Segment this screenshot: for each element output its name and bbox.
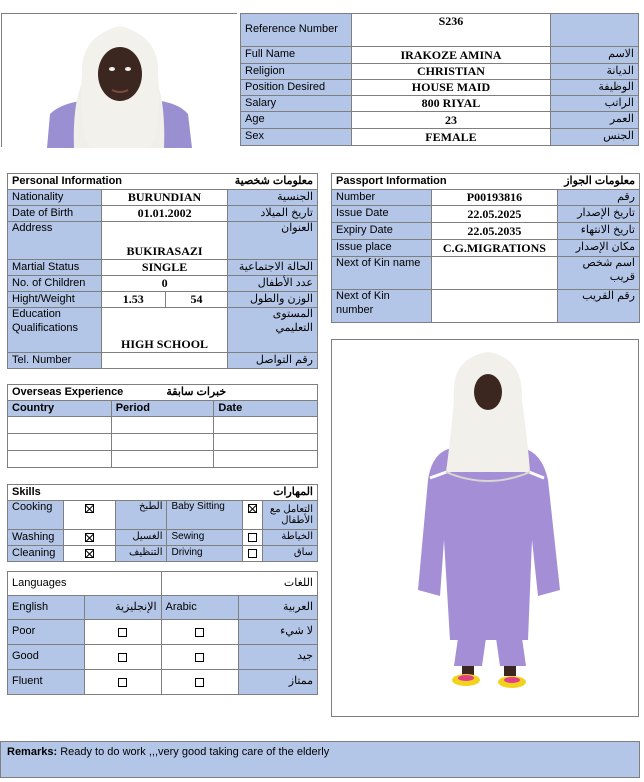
skill-washing-checkbox[interactable] — [63, 530, 115, 546]
checkbox-empty-icon — [118, 678, 127, 687]
tel-label: Tel. Number — [8, 353, 102, 369]
lang-fluent-label: Fluent — [8, 670, 85, 695]
kin-number-value — [431, 290, 558, 323]
remarks-label: Remarks: — [7, 746, 58, 758]
height-value: 1.53 — [101, 292, 165, 308]
skill-cleaning-ar: التنظيف — [115, 546, 167, 562]
english-ar: الإنجليزية — [84, 596, 161, 620]
expiry-date-ar: تاريخ الانتهاء — [558, 223, 640, 240]
sex-label: Sex — [241, 129, 352, 146]
english-label: English — [8, 596, 85, 620]
expiry-date-value: 22.05.2035 — [431, 223, 558, 240]
remarks-bar — [0, 741, 640, 778]
full-name-value: IRAKOZE AMINA — [351, 47, 550, 64]
overseas-title-ar: خبرات سابقة — [166, 385, 227, 398]
hw-ar: الوزن والطول — [228, 292, 318, 308]
skill-driving-label: Driving — [167, 546, 243, 562]
address-label: Address — [8, 222, 102, 260]
skill-sewing-ar: الخياطة — [263, 530, 318, 546]
dob-value: 01.01.2002 — [101, 206, 228, 222]
english-fluent-checkbox[interactable] — [84, 670, 161, 695]
salary-label: Salary — [241, 96, 352, 112]
languages-table — [7, 571, 318, 695]
checkbox-empty-icon — [195, 628, 204, 637]
dob-ar: تاريخ الميلاد — [228, 206, 318, 222]
lang-poor-ar: لا شيء — [239, 620, 318, 645]
lang-good-label: Good — [8, 645, 85, 670]
lang-good-ar: جيد — [239, 645, 318, 670]
skill-sewing-checkbox[interactable] — [243, 530, 263, 546]
overseas-cell — [214, 451, 318, 468]
overseas-cell — [214, 417, 318, 434]
checkbox-checked-icon — [85, 533, 94, 542]
portrait-photo-frame — [1, 13, 237, 147]
overseas-cell — [111, 451, 214, 468]
languages-title: Languages — [8, 572, 162, 596]
address-ar: العنوان — [228, 222, 318, 260]
checkbox-checked-icon — [248, 504, 257, 513]
checkbox-checked-icon — [85, 504, 94, 513]
full-name-ar: الاسم — [551, 47, 639, 64]
passport-number-value: P00193816 — [431, 190, 558, 206]
skill-cleaning-label: Cleaning — [8, 546, 64, 562]
skills-title: Skills — [12, 485, 41, 498]
header-table — [240, 13, 639, 146]
passport-title: Passport Information — [336, 174, 447, 187]
sex-value: FEMALE — [351, 129, 550, 146]
age-label: Age — [241, 112, 352, 129]
overseas-cell — [8, 417, 112, 434]
reference-ar-cell — [551, 14, 639, 47]
skills-table — [7, 484, 318, 562]
sex-ar: الجنس — [551, 129, 639, 146]
passport-number-label: Number — [332, 190, 432, 206]
overseas-cell — [111, 434, 214, 451]
address-value: BUKIRASAZI — [101, 222, 228, 260]
overseas-col-country: Country — [8, 401, 112, 417]
arabic-ar: العربية — [239, 596, 318, 620]
skill-cooking-label: Cooking — [8, 501, 64, 530]
skill-cleaning-checkbox[interactable] — [63, 546, 115, 562]
marital-label: Martial Status — [8, 260, 102, 276]
lang-poor-label: Poor — [8, 620, 85, 645]
arabic-label: Arabic — [161, 596, 239, 620]
dob-label: Date of Birth — [8, 206, 102, 222]
checkbox-empty-icon — [248, 549, 257, 558]
overseas-cell — [8, 434, 112, 451]
checkbox-empty-icon — [118, 628, 127, 637]
education-label: Education Qualifications — [8, 308, 102, 353]
skill-babysitting-label: Baby Sitting — [167, 501, 243, 530]
children-ar: عدد الأطفال — [228, 276, 318, 292]
checkbox-empty-icon — [248, 533, 257, 542]
personal-title-ar: معلومات شخصية — [234, 174, 313, 187]
nationality-ar: الجنسية — [228, 190, 318, 206]
overseas-table — [7, 384, 318, 468]
personal-title: Personal Information — [12, 174, 123, 187]
kin-number-ar: رقم القريب — [558, 290, 640, 323]
position-value: HOUSE MAID — [351, 80, 550, 96]
kin-name-label: Next of Kin name — [332, 257, 432, 290]
children-value: 0 — [101, 276, 228, 292]
expiry-date-label: Expiry Date — [332, 223, 432, 240]
checkbox-empty-icon — [195, 653, 204, 662]
issue-place-label: Issue place — [332, 240, 432, 257]
passport-number-ar: رقم — [558, 190, 640, 206]
skills-title-ar: المهارات — [273, 485, 313, 498]
lang-fluent-ar: ممتاز — [239, 670, 318, 695]
marital-value: SINGLE — [101, 260, 228, 276]
english-good-checkbox[interactable] — [84, 645, 161, 670]
issue-place-value: C.G.MIGRATIONS — [431, 240, 558, 257]
checkbox-checked-icon — [85, 549, 94, 558]
checkbox-empty-icon — [118, 653, 127, 662]
overseas-cell — [214, 434, 318, 451]
reference-label: Reference Number — [241, 14, 352, 47]
english-poor-checkbox[interactable] — [84, 620, 161, 645]
religion-label: Religion — [241, 64, 352, 80]
children-label: No. of Children — [8, 276, 102, 292]
issue-date-value: 22.05.2025 — [431, 206, 558, 223]
passport-title-ar: معلومات الجواز — [564, 174, 635, 187]
salary-value: 800 RIYAL — [351, 96, 550, 112]
position-label: Position Desired — [241, 80, 352, 96]
overseas-cell — [8, 451, 112, 468]
religion-ar: الديانة — [551, 64, 639, 80]
skill-babysitting-checkbox[interactable] — [243, 501, 263, 530]
position-ar: الوظيفة — [551, 80, 639, 96]
kin-name-value — [431, 257, 558, 290]
age-ar: العمر — [551, 112, 639, 129]
overseas-cell — [111, 417, 214, 434]
education-value: HIGH SCHOOL — [101, 308, 228, 353]
issue-place-ar: مكان الإصدار — [558, 240, 640, 257]
nationality-label: Nationality — [8, 190, 102, 206]
personal-info-table — [7, 173, 318, 369]
skill-babysitting-ar: التعامل مع الأطفال — [263, 501, 318, 530]
passport-info-table — [331, 173, 640, 323]
religion-value: CHRISTIAN — [351, 64, 550, 80]
languages-title-ar: اللغات — [161, 572, 317, 596]
skill-sewing-label: Sewing — [167, 530, 243, 546]
salary-ar: الراتب — [551, 96, 639, 112]
overseas-col-date: Date — [214, 401, 318, 417]
tel-ar: رقم التواصل — [228, 353, 318, 369]
nationality-value: BURUNDIAN — [101, 190, 228, 206]
issue-date-ar: تاريخ الإصدار — [558, 206, 640, 223]
skill-washing-label: Washing — [8, 530, 64, 546]
skill-washing-ar: الغسيل — [115, 530, 167, 546]
skill-cooking-checkbox[interactable] — [63, 501, 115, 530]
marital-ar: الحالة الاجتماعية — [228, 260, 318, 276]
overseas-title: Overseas Experience — [12, 385, 124, 398]
remarks-text: Ready to do work ,,,very good taking care of the elderly — [60, 746, 330, 758]
skill-driving-ar: ساق — [263, 546, 318, 562]
full-body-photo-frame — [331, 339, 639, 717]
skill-cooking-ar: الطبخ — [115, 501, 167, 530]
portrait-photo — [2, 14, 238, 148]
skill-driving-checkbox[interactable] — [243, 546, 263, 562]
arabic-fluent-checkbox[interactable] — [161, 670, 239, 695]
hw-label: Hight/Weight — [8, 292, 102, 308]
full-body-photo — [332, 340, 638, 716]
arabic-good-checkbox[interactable] — [161, 645, 239, 670]
kin-number-label: Next of Kin number — [332, 290, 432, 323]
full-name-label: Full Name — [241, 47, 352, 64]
reference-value: S236 — [351, 14, 550, 47]
tel-value — [101, 353, 228, 369]
checkbox-empty-icon — [195, 678, 204, 687]
arabic-poor-checkbox[interactable] — [161, 620, 239, 645]
weight-value: 54 — [165, 292, 228, 308]
age-value: 23 — [351, 112, 550, 129]
kin-name-ar: اسم شخص قريب — [558, 257, 640, 290]
education-ar: المستوى التعليمي — [228, 308, 318, 353]
overseas-col-period: Period — [111, 401, 214, 417]
issue-date-label: Issue Date — [332, 206, 432, 223]
